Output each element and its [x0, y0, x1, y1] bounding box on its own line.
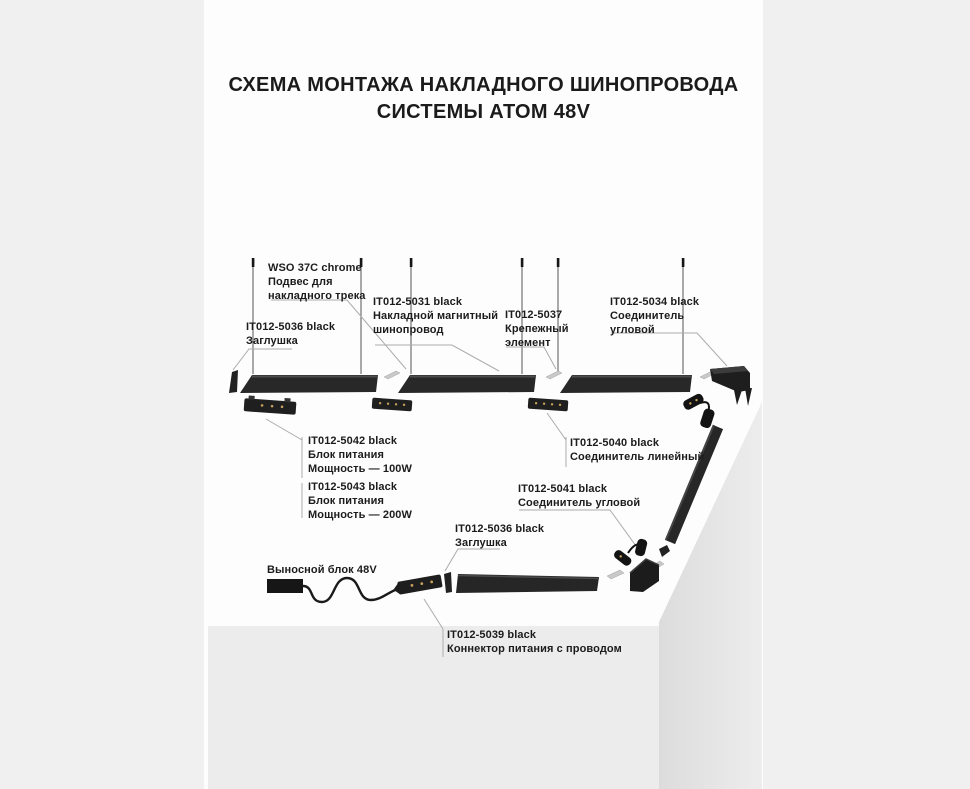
track-segment-1	[240, 375, 378, 393]
label-remote-block: Выносной блок 48V	[267, 564, 377, 576]
corner-piece-bottom-icon	[630, 559, 659, 592]
title-line-1: СХЕМА МОНТАЖА НАКЛАДНОГО ШИНОПРОВОДА	[228, 74, 739, 96]
label-psu-100: IT012-5042 black Блок питания Мощность — 100W	[308, 435, 412, 475]
track-endcap-top-icon	[229, 370, 238, 393]
power-supply-icon	[244, 395, 297, 415]
power-cable	[303, 578, 400, 602]
label-fixing-element: IT012-5037 Крепежный элемент	[505, 309, 569, 349]
title-line-2: СИСТЕМЫ АТОМ 48V	[376, 101, 591, 123]
label-linear-connector: IT012-5040 black Соединитель линейный	[570, 437, 705, 463]
linear-connector-icon-1	[372, 398, 413, 412]
power-connector-icon	[392, 574, 443, 595]
leader-lines	[233, 300, 727, 657]
track-segment-3	[560, 375, 692, 393]
flex-connector-top-icon	[682, 392, 716, 429]
page-title	[204, 72, 763, 126]
label-power-connector: IT012-5039 black Коннектор питания с проводом	[447, 629, 622, 655]
label-endcap-top: IT012-5036 black Заглушка	[246, 321, 336, 347]
corner-connector-top-icon	[710, 366, 752, 406]
label-suspension: WSO 37C chrome Подвес для накладного трека	[268, 262, 366, 302]
label-psu-200: IT012-5043 black Блок питания Мощность — 200W	[308, 481, 412, 521]
label-corner-connector-top: IT012-5034 black Соединитель угловой	[610, 296, 700, 336]
label-endcap-bottom: IT012-5036 black Заглушка	[455, 523, 545, 549]
track-segment-bottom	[456, 574, 599, 593]
track-segment-2	[398, 375, 536, 393]
label-corner-connector-mid: IT012-5041 black Соединитель угловой	[518, 483, 641, 509]
remote-block-icon	[267, 579, 303, 593]
linear-connector-icon-2	[528, 398, 569, 412]
track-endcap-bottom-icon	[444, 572, 452, 593]
label-track: IT012-5031 black Накладной магнитный шинопровод	[373, 296, 499, 336]
